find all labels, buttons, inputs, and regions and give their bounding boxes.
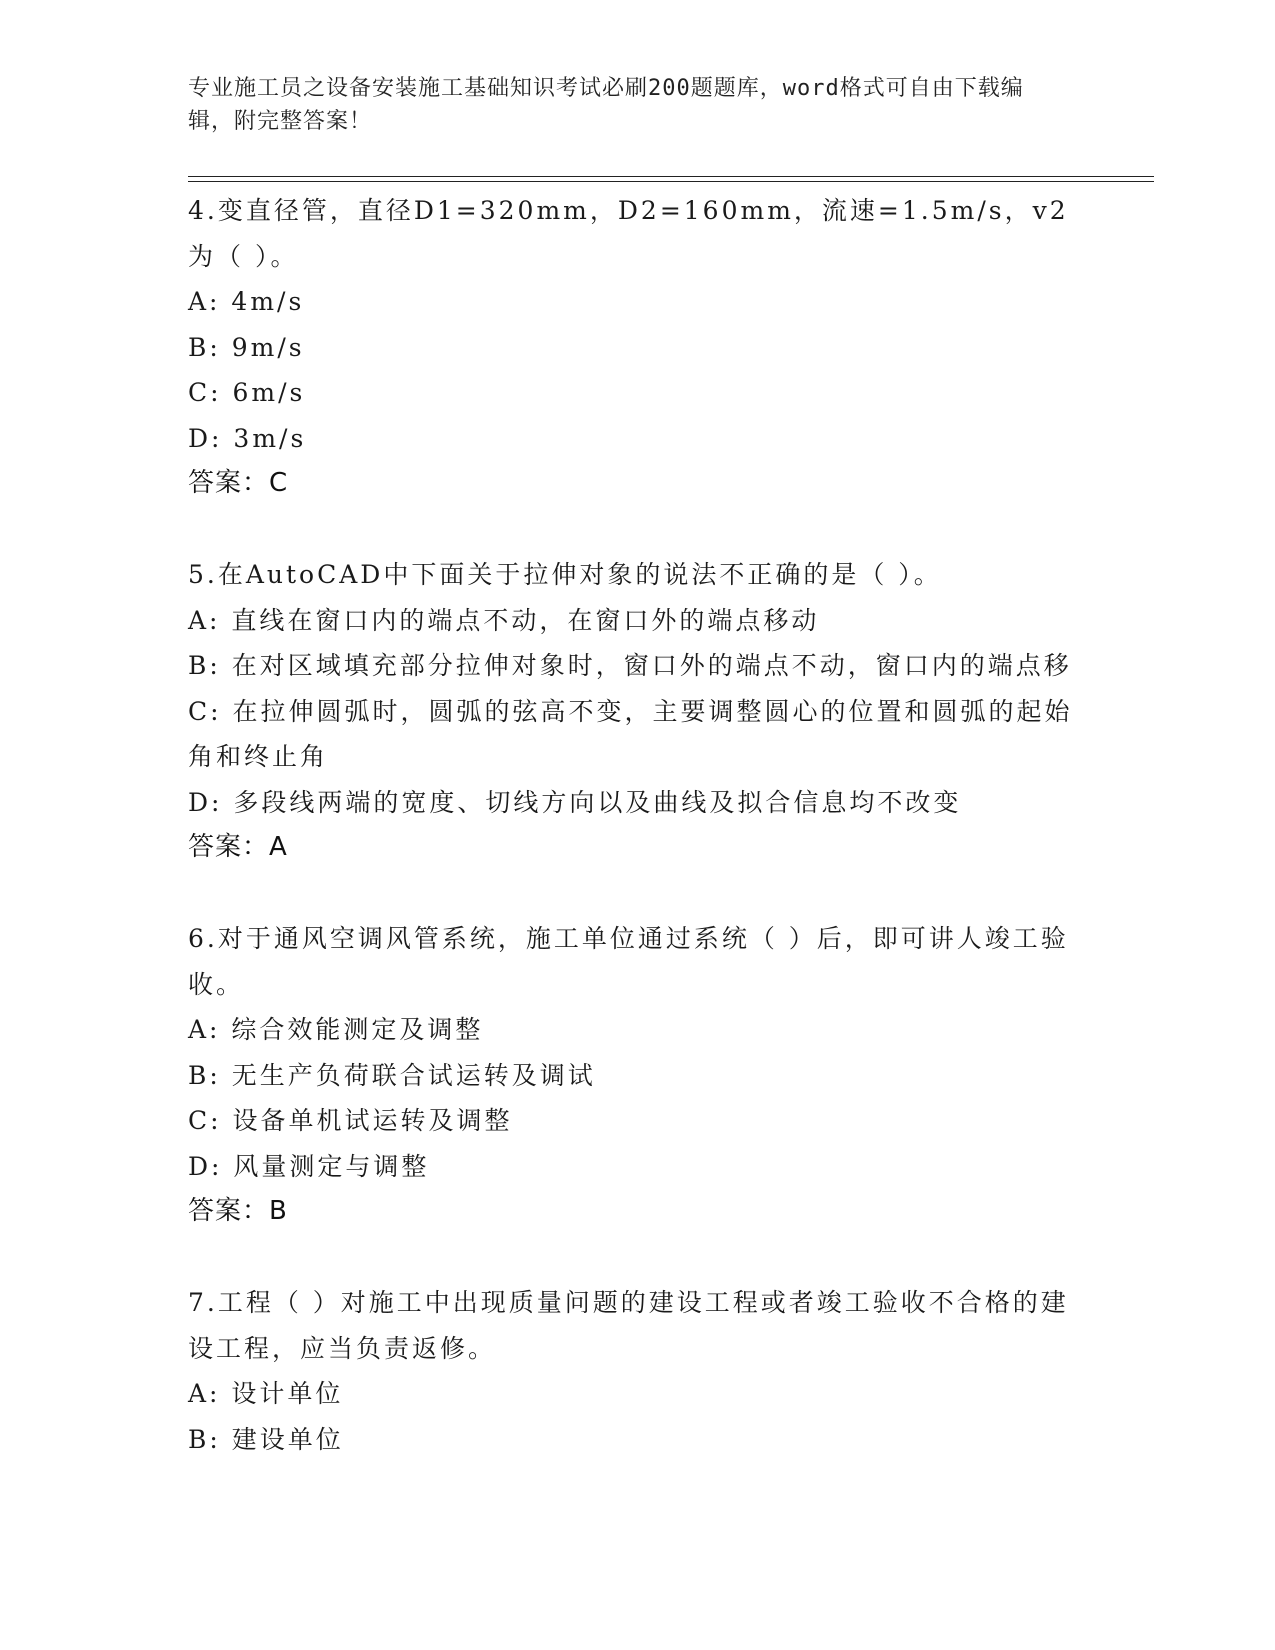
header-divider-bottom <box>188 181 1154 182</box>
option-a: A: 设计单位 <box>188 1379 344 1408</box>
question-stem: 4.变直径管，直径D1=320mm，D2=160mm，流速=1.5m/s，v2为（ ）。 <box>188 196 1069 271</box>
question-7 <box>188 1280 1088 1462</box>
option-c: C: 6m/s <box>188 378 306 407</box>
header-divider-top <box>188 176 1154 177</box>
document-header: 专业施工员之设备安装施工基础知识考试必刷200题题库，word格式可自由下载编辑，附完整答案！ <box>188 76 1024 134</box>
option-d: D: 风量测定与调整 <box>188 1151 430 1181</box>
option-d: D: 多段线两端的宽度、切线方向以及曲线及拟合信息均不改变 <box>188 787 962 817</box>
answer: 答案：A <box>188 832 288 862</box>
question-stem: 5.在AutoCAD中下面关于拉伸对象的说法不正确的是（ ）。 <box>188 560 942 589</box>
question-stem: 7.工程（ ）对施工中出现质量问题的建设工程或者竣工验收不合格的建设工程，应当负责返修。 <box>188 1288 1069 1363</box>
option-a: A: 综合效能测定及调整 <box>188 1015 484 1044</box>
question-6 <box>188 916 1088 1235</box>
option-c: C: 设备单机试运转及调整 <box>188 1106 513 1135</box>
question-list <box>188 188 1088 1508</box>
question-5 <box>188 552 1088 871</box>
option-d: D: 3m/s <box>188 423 307 453</box>
option-c: C: 在拉伸圆弧时，圆弧的弦高不变，主要调整圆心的位置和圆弧的起始角和终止角 <box>188 696 1073 771</box>
option-b: B: 无生产负荷联合试运转及调试 <box>188 1060 596 1090</box>
option-b: B: 在对区域填充部分拉伸对象时，窗口外的端点不动，窗口内的端点移 <box>188 651 1072 680</box>
question-stem: 6.对于通风空调风管系统，施工单位通过系统（ ）后，即可讲人竣工验收。 <box>188 924 1069 999</box>
answer: 答案：B <box>188 1196 288 1226</box>
answer: 答案：C <box>188 468 289 498</box>
option-a: A: 直线在窗口内的端点不动，在窗口外的端点移动 <box>188 605 820 635</box>
question-4 <box>188 188 1088 507</box>
option-b: B: 9m/s <box>188 332 305 362</box>
option-a: A: 4m/s <box>188 287 305 316</box>
option-b: B: 建设单位 <box>188 1424 344 1454</box>
